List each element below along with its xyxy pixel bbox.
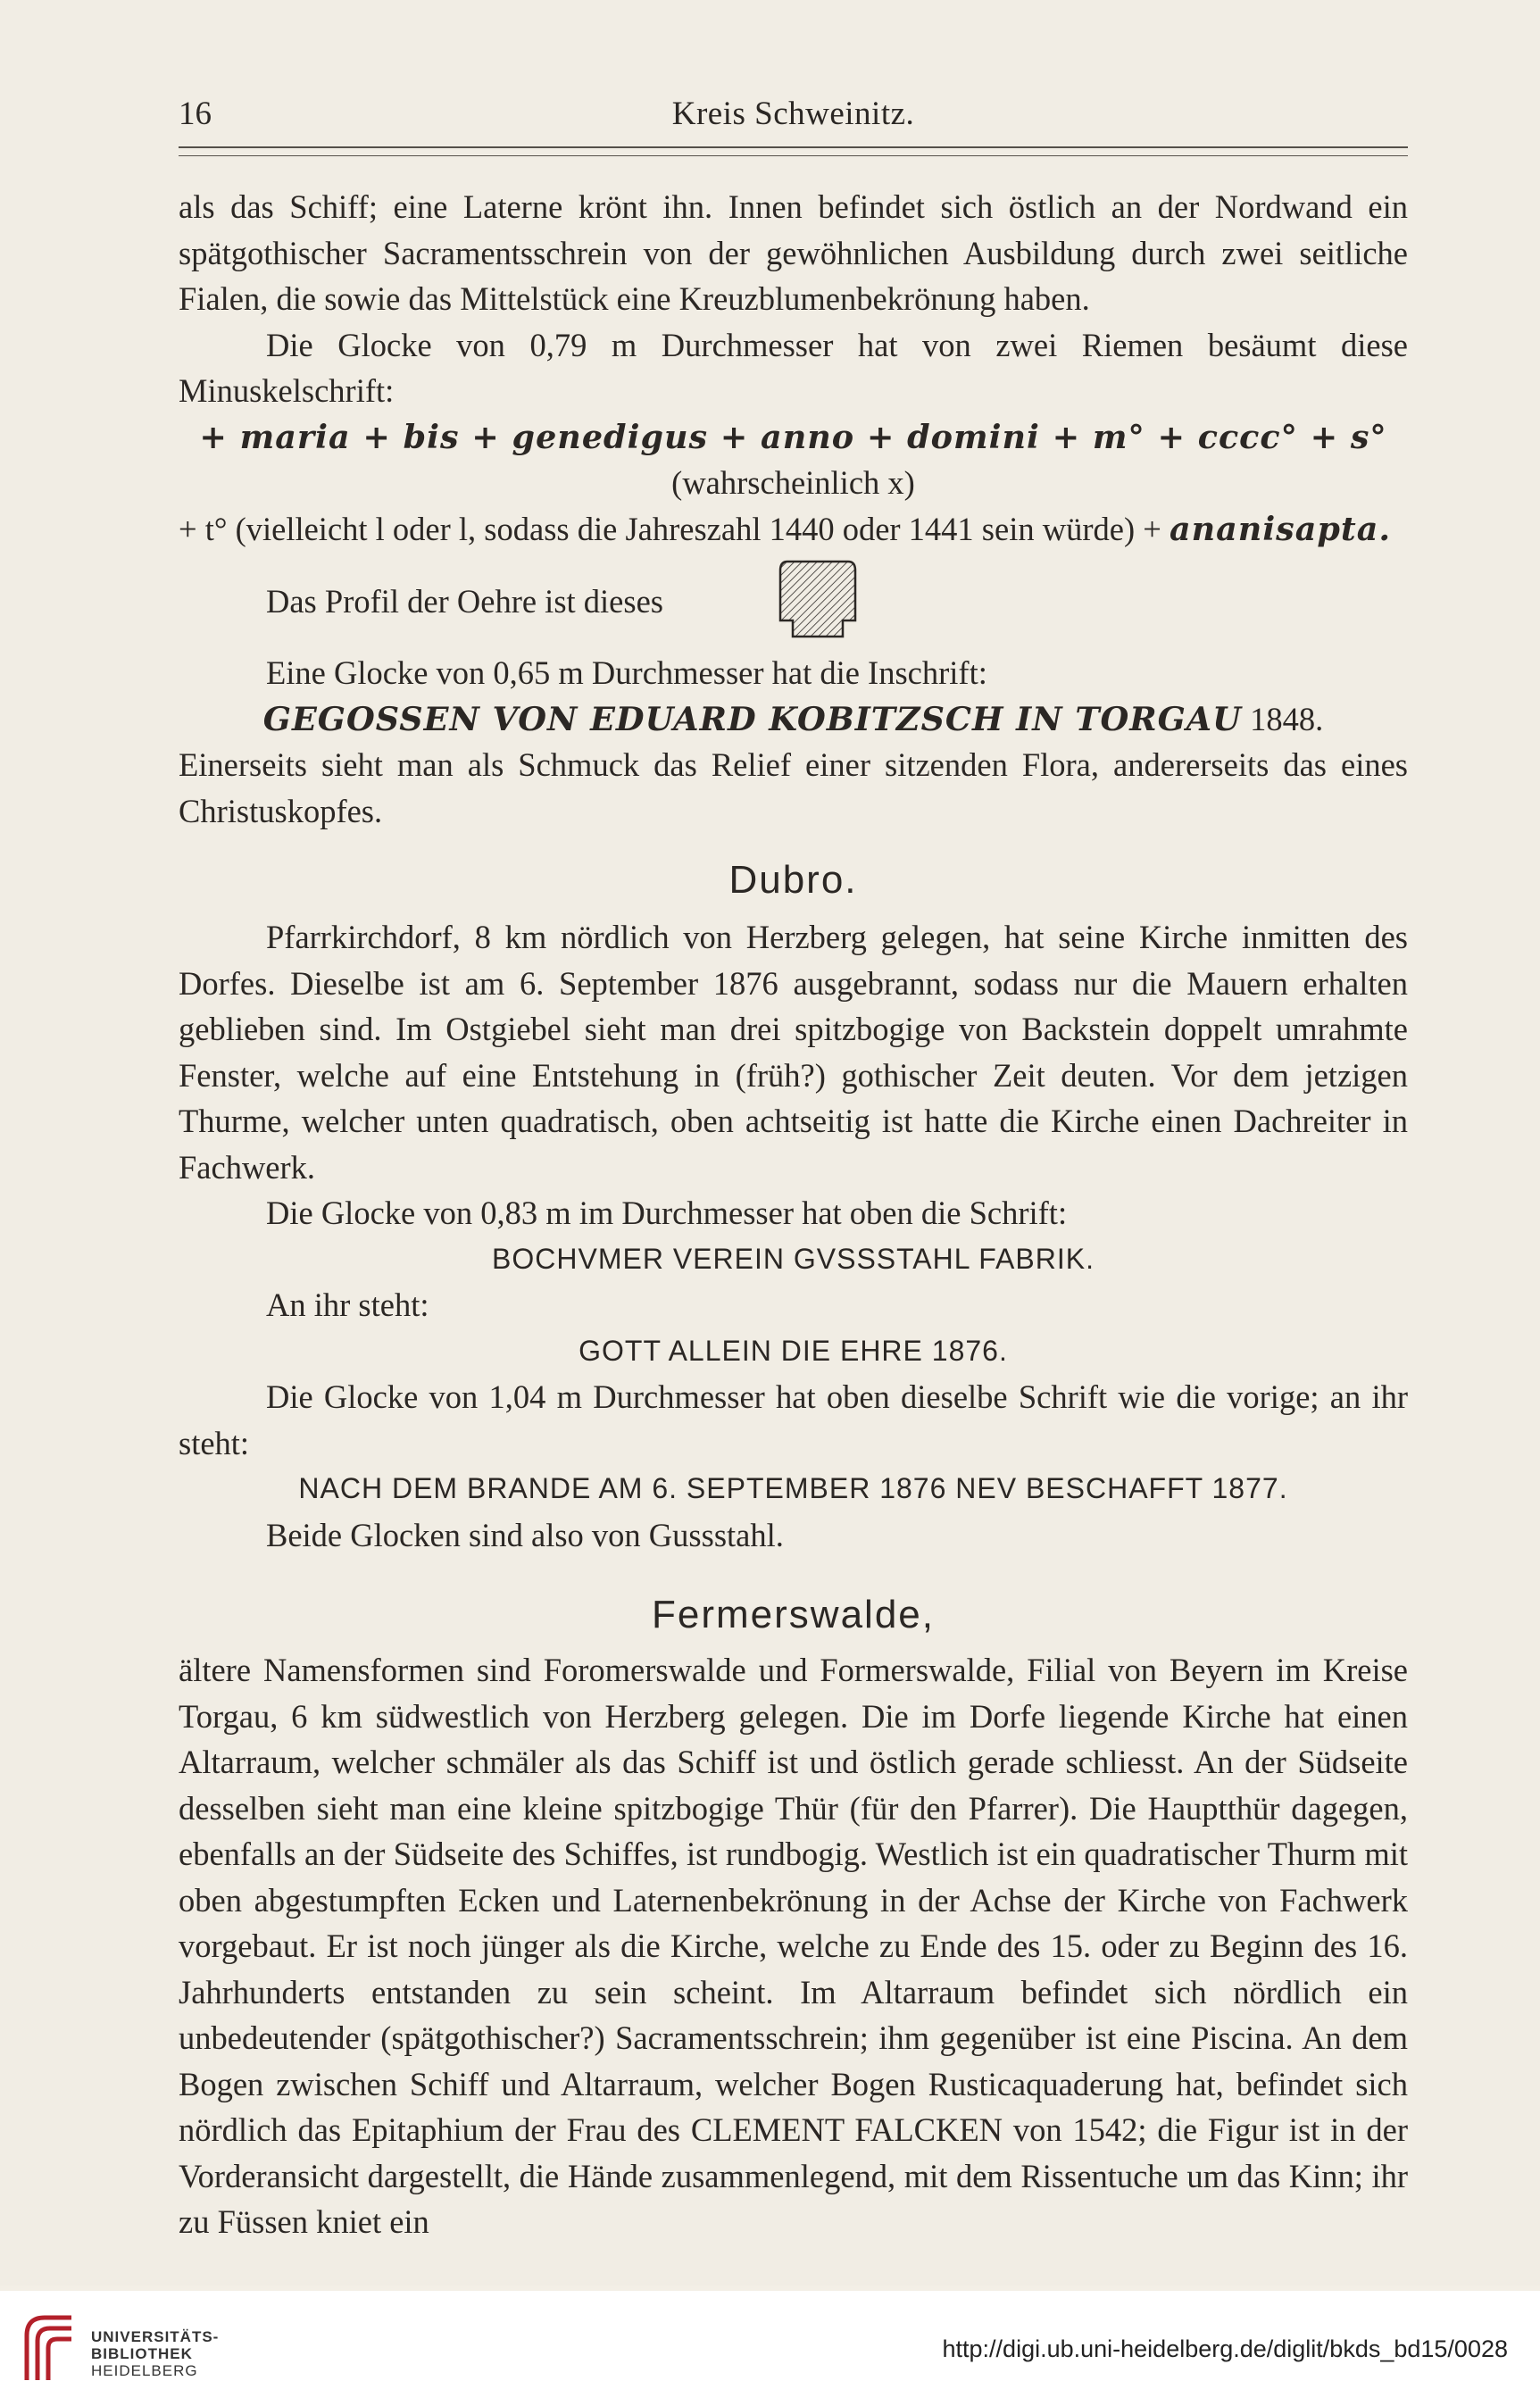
inscription-note: + t° (vielleicht l oder l, sodass die Jahreszahl 1440 oder 1441 sein würde) + [179,510,1161,547]
paragraph: Beide Glocken sind also von Gussstahl. [266,1516,784,1553]
library-logo-icon [18,2309,80,2389]
library-name-line: UNIVERSITÄTS- [91,2328,220,2345]
library-name [91,2328,219,2379]
page-number: 16 [179,96,212,132]
paragraph: ältere Namensformen sind Foromerswalde und Formerswalde, Filial von Beyern im Kreise Torgau, 6 km südwestlich von Herzberg gelegen. Die im Dorfe liegende Kirche hat einen Altarraum, welcher schmäler als das Schiff ist und östlich gerade schliesst. An der Südseite desselben sieht man eine kleine spitzbogige Thür (für den Pfarrer). Die Hauptthür dagegen, ebenfalls an der Südseite des Schiffes, ist rundbogig. Westlich ist ein quadratischer Thurm mit oben abgestumpften Ecken und Laternenbekrönung in der Achse der Kirche von Fachwerk vorgebaut. Er ist noch jünger als die Kirche, welche zu Ende des 15. oder zu Beginn des 16. Jahrhunderts entstanden zu sein scheint. Im Altarraum befindet sich nördlich ein unbedeutender (spätgothischer?) Sacramentsschrein; ihm gegenüber ist eine Piscina. An dem Bogen zwischen Schiff und Altarraum, welcher Bogen Rusticaquaderung hat, befindet sich nördlich das Epitaphium der Frau des CLEMENT FALCKEN von 1542; die Figur ist in der Vorderansicht dargestellt, die Hände zusammenlegend, mit dem Rissentuche um das Kinn; ihr zu Füssen kniet ein [179,1652,1408,2240]
blackletter-inscription: ananisapta. [1169,509,1392,548]
section-heading-dubro: Dubro. [728,858,858,902]
inscription-line [179,506,1408,553]
blackletter-inscription: GEGOSSEN VON EDUARD KOBITZSCH IN TORGAU [262,699,1242,738]
caps-inscription: NACH DEM BRANDE AM 6. SEPTEMBER 1876 NEV BESCHAFFT 1877. [298,1472,1288,1504]
library-name-line: BIBLIOTHEK [91,2345,193,2362]
inscription-year: 1848. [1250,700,1324,737]
paragraph: als das Schiff; eine Laterne krönt ihn. Innen befindet sich östlich an der Nordwand ein spätgothischer Sacramentsschrein von der gewöhnlichen Ausbildung durch zwei seitliche Fialen, die sowie das Mittelstück eine Kreuzblumenbekrönung haben. [179,188,1408,317]
paragraph: Die Glocke von 1,04 m Durchmesser hat oben dieselbe Schrift wie die vorige; an ihr steht: [179,1378,1408,1461]
permalink-url[interactable]: http://digi.ub.uni-heidelberg.de/diglit/bkds_bd15/0028 [942,2335,1508,2362]
blackletter-inscription: + maria + bis + genedigus + anno + domini + m° + cccc° + s° [199,417,1387,456]
paragraph: An ihr steht: [266,1286,429,1323]
caps-inscription: GOTT ALLEIN DIE EHRE 1876. [579,1334,1008,1367]
header-rule-thin [179,155,1408,156]
paragraph: Einerseits sieht man als Schmuck das Relief einer sitzenden Flora, andererseits das eines Christuskopfes. [179,746,1408,829]
inscription-line [179,696,1408,743]
section-heading-fermerswalde: Fermerswalde, [652,1593,935,1636]
profile-line [179,552,1408,650]
library-footer [0,2291,1540,2406]
header-rule [179,146,1408,148]
bell-loop-profile-figure [775,558,861,644]
library-name-line: HEIDELBERG [91,2362,198,2379]
paragraph: Eine Glocke von 0,65 m Durchmesser hat die Inschrift: [266,654,987,691]
page-content [179,184,1408,2245]
profile-caption: Das Profil der Oehre ist dieses [266,582,663,620]
caps-inscription: BOCHVMER VEREIN GVSSSTAHL FABRIK. [492,1242,1095,1275]
paragraph: Die Glocke von 0,83 m im Durchmesser hat oben die Schrift: [266,1195,1068,1231]
running-title: Kreis Schweinitz. [671,96,915,132]
page-header [179,86,1408,139]
inscription-note: (wahrscheinlich x) [671,464,915,501]
paragraph: Pfarrkirchdorf, 8 km nördlich von Herzberg gelegen, hat seine Kirche inmitten des Dorfes. Dieselbe ist am 6. September 1876 ausgebrannt, sodass nur die Mauern erhalten geblieben sind. Im Ostgiebel sieht man drei spitzbogige von Backstein doppelt umrahmte Fenster, welche auf eine Entstehung in (früh?) gothischer Zeit deuten. Vor dem jetzigen Thurme, welcher unten quadratisch, oben achtseitig ist hatte die Kirche einen Dachreiter in Fachwerk. [179,919,1408,1186]
inscription-line [179,414,1408,506]
paragraph: Die Glocke von 0,79 m Durchmesser hat von zwei Riemen besäumt diese Minuskelschrift: [179,326,1408,409]
